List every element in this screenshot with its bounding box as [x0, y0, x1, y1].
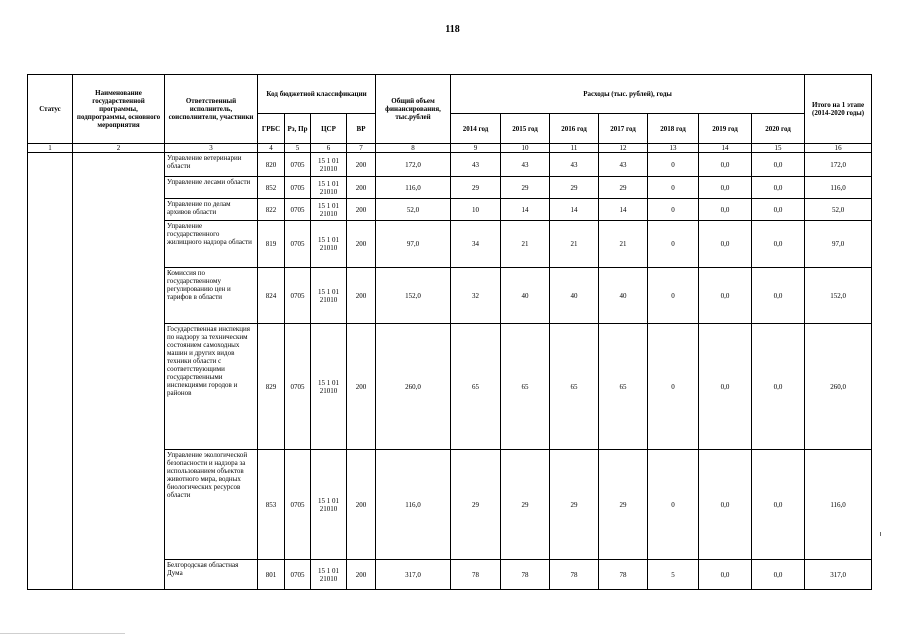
- year-2016-cell: 78: [550, 560, 599, 590]
- year-2019-cell: 0,0: [699, 324, 752, 450]
- year-2015-cell: 65: [501, 324, 550, 450]
- year-2018-cell: 0: [648, 221, 699, 268]
- year-2015-cell: 40: [501, 268, 550, 324]
- column-number: 6: [311, 144, 347, 153]
- vr-cell: 200: [347, 324, 376, 450]
- year-2014-cell: 29: [451, 177, 501, 199]
- year-2016-cell: 29: [550, 177, 599, 199]
- year-2018-cell: 0: [648, 153, 699, 177]
- year-2017-cell: 29: [599, 177, 648, 199]
- header-status: Статус: [28, 75, 73, 144]
- table-row: [28, 153, 872, 177]
- year-2017-cell: 78: [599, 560, 648, 590]
- executor-cell: Комиссия по государственному регулированию цен и тарифов в области: [165, 268, 258, 324]
- csr-cell: [311, 199, 347, 221]
- header-executor: Ответственный исполнитель, соисполнители, участники: [165, 75, 258, 144]
- header-program-name: Наименование государственной программы, подпрограммы, основного мероприятия: [73, 75, 165, 144]
- year-2017-cell: 21: [599, 221, 648, 268]
- csr-code-part: 21010: [319, 504, 338, 513]
- grbs-cell: 801: [258, 560, 285, 590]
- csr-cell: [311, 177, 347, 199]
- header-year-2020: 2020 год: [752, 114, 805, 144]
- csr-code-part: 15 1 01: [318, 156, 339, 165]
- stage-total-cell: 152,0: [805, 268, 872, 324]
- year-2015-cell: 43: [501, 153, 550, 177]
- grbs-cell: 820: [258, 153, 285, 177]
- column-number: 14: [699, 144, 752, 153]
- stage-total-cell: 116,0: [805, 177, 872, 199]
- scan-edge-line: [0, 633, 125, 634]
- rz-pr-cell: 0705: [285, 324, 311, 450]
- header-year-2019: 2019 год: [699, 114, 752, 144]
- csr-code-part: 15 1 01: [318, 496, 339, 505]
- year-2020-cell: 0,0: [752, 560, 805, 590]
- year-2014-cell: 65: [451, 324, 501, 450]
- column-number: 3: [165, 144, 258, 153]
- vr-cell: 200: [347, 153, 376, 177]
- csr-code-part: 15 1 01: [318, 236, 339, 244]
- year-2016-cell: 43: [550, 153, 599, 177]
- status-cell: [28, 153, 73, 590]
- column-number: 16: [805, 144, 872, 153]
- csr-code-part: 15 1 01: [318, 566, 339, 575]
- rz-pr-cell: 0705: [285, 450, 311, 560]
- year-2019-cell: 0,0: [699, 177, 752, 199]
- column-number: 7: [347, 144, 376, 153]
- year-2017-cell: 40: [599, 268, 648, 324]
- csr-cell: [311, 268, 347, 324]
- year-2015-cell: 29: [501, 450, 550, 560]
- year-2018-cell: 0: [648, 324, 699, 450]
- year-2015-cell: 78: [501, 560, 550, 590]
- header-year-2014: 2014 год: [451, 114, 501, 144]
- year-2020-cell: 0,0: [752, 268, 805, 324]
- year-2018-cell: 0: [648, 177, 699, 199]
- column-number: 2: [73, 144, 165, 153]
- column-number: 9: [451, 144, 501, 153]
- total-cell: 317,0: [376, 560, 451, 590]
- year-2016-cell: 14: [550, 199, 599, 221]
- executor-cell: Управление лесами области: [165, 177, 258, 199]
- stage-total-cell: 172,0: [805, 153, 872, 177]
- grbs-cell: 824: [258, 268, 285, 324]
- year-2018-cell: 0: [648, 199, 699, 221]
- vr-cell: 200: [347, 560, 376, 590]
- year-2014-cell: 10: [451, 199, 501, 221]
- csr-cell: [311, 324, 347, 450]
- header-year-2018: 2018 год: [648, 114, 699, 144]
- header-budget-code: Код бюджетной классификации: [258, 75, 376, 114]
- year-2015-cell: 29: [501, 177, 550, 199]
- stage-total-cell: 52,0: [805, 199, 872, 221]
- header-csr: ЦСР: [311, 114, 347, 144]
- year-2016-cell: 40: [550, 268, 599, 324]
- year-2016-cell: 65: [550, 324, 599, 450]
- total-cell: 152,0: [376, 268, 451, 324]
- year-2014-cell: 32: [451, 268, 501, 324]
- stage-total-cell: 116,0: [805, 450, 872, 560]
- csr-cell: [311, 450, 347, 560]
- rz-pr-cell: 0705: [285, 221, 311, 268]
- vr-cell: 200: [347, 268, 376, 324]
- year-2020-cell: 0,0: [752, 450, 805, 560]
- year-2019-cell: 0,0: [699, 199, 752, 221]
- grbs-cell: 852: [258, 177, 285, 199]
- csr-code-part: 15 1 01: [318, 378, 339, 387]
- vr-cell: 200: [347, 177, 376, 199]
- column-number: 12: [599, 144, 648, 153]
- stage-total-cell: 260,0: [805, 324, 872, 450]
- year-2017-cell: 29: [599, 450, 648, 560]
- scan-edge-line: [880, 532, 881, 536]
- total-cell: 172,0: [376, 153, 451, 177]
- total-cell: 116,0: [376, 450, 451, 560]
- total-cell: 97,0: [376, 221, 451, 268]
- header-year-2016: 2016 год: [550, 114, 599, 144]
- program-name-cell: [73, 153, 165, 590]
- year-2015-cell: 21: [501, 221, 550, 268]
- page-number: 118: [445, 24, 460, 35]
- year-2020-cell: 0,0: [752, 177, 805, 199]
- header-vr: ВР: [347, 114, 376, 144]
- header-expenses: Расходы (тыс. рублей), годы: [451, 75, 805, 114]
- year-2018-cell: 5: [648, 560, 699, 590]
- rz-pr-cell: 0705: [285, 560, 311, 590]
- header-year-2015: 2015 год: [501, 114, 550, 144]
- csr-cell: [311, 153, 347, 177]
- rz-pr-cell: 0705: [285, 153, 311, 177]
- column-number: 13: [648, 144, 699, 153]
- header-rz-pr: Рз, Пр: [285, 114, 311, 144]
- grbs-cell: 819: [258, 221, 285, 268]
- total-cell: 52,0: [376, 199, 451, 221]
- stage-total-cell: 317,0: [805, 560, 872, 590]
- year-2014-cell: 29: [451, 450, 501, 560]
- year-2019-cell: 0,0: [699, 560, 752, 590]
- executor-cell: Управление государственного жилищного надзора области: [165, 221, 258, 268]
- year-2020-cell: 0,0: [752, 199, 805, 221]
- rz-pr-cell: 0705: [285, 268, 311, 324]
- executor-cell: Государственная инспекция по надзору за техническим состоянием самоходных машин и других видов техники области с соответствующими государственными инспекциями городов и районов: [165, 324, 258, 450]
- stage-total-cell: 97,0: [805, 221, 872, 268]
- executor-cell: Управление по делам архивов области: [165, 199, 258, 221]
- rz-pr-cell: 0705: [285, 199, 311, 221]
- vr-cell: 200: [347, 450, 376, 560]
- column-number: 5: [285, 144, 311, 153]
- year-2020-cell: 0,0: [752, 324, 805, 450]
- header-grbs: ГРБС: [258, 114, 285, 144]
- column-number: 8: [376, 144, 451, 153]
- year-2019-cell: 0,0: [699, 450, 752, 560]
- csr-code-part: 21010: [319, 187, 338, 196]
- csr-cell: [311, 560, 347, 590]
- column-number: 15: [752, 144, 805, 153]
- year-2014-cell: 78: [451, 560, 501, 590]
- column-number: 11: [550, 144, 599, 153]
- vr-cell: 200: [347, 199, 376, 221]
- header-stage-total: Итого на 1 этапе (2014-2020 годы): [805, 75, 872, 144]
- csr-code-part: 21010: [319, 244, 338, 252]
- csr-code-part: 21010: [319, 574, 338, 583]
- csr-code-part: 21010: [319, 386, 338, 395]
- rz-pr-cell: 0705: [285, 177, 311, 199]
- executor-cell: Управление экологической безопасности и надзора за использованием объектов животного мира, водных биологических ресурсов области: [165, 450, 258, 560]
- csr-code-part: 15 1 01: [318, 287, 339, 296]
- budget-table: [27, 74, 872, 590]
- executor-cell: Белгородская областная Дума: [165, 560, 258, 590]
- grbs-cell: 853: [258, 450, 285, 560]
- csr-code-part: 21010: [319, 295, 338, 304]
- column-number-row: [28, 144, 872, 153]
- csr-code-part: 21010: [319, 209, 338, 218]
- year-2019-cell: 0,0: [699, 153, 752, 177]
- column-number: 1: [28, 144, 73, 153]
- year-2017-cell: 65: [599, 324, 648, 450]
- year-2020-cell: 0,0: [752, 221, 805, 268]
- total-cell: 260,0: [376, 324, 451, 450]
- grbs-cell: 822: [258, 199, 285, 221]
- year-2018-cell: 0: [648, 450, 699, 560]
- year-2016-cell: 21: [550, 221, 599, 268]
- year-2019-cell: 0,0: [699, 221, 752, 268]
- csr-cell: [311, 221, 347, 268]
- year-2020-cell: 0,0: [752, 153, 805, 177]
- header-total-financing: Общий объем финансирования, тыс.рублей: [376, 75, 451, 144]
- executor-cell: Управление ветеринарии области: [165, 153, 258, 177]
- year-2014-cell: 34: [451, 221, 501, 268]
- total-cell: 116,0: [376, 177, 451, 199]
- column-number: 4: [258, 144, 285, 153]
- column-number: 10: [501, 144, 550, 153]
- header-year-2017: 2017 год: [599, 114, 648, 144]
- year-2016-cell: 29: [550, 450, 599, 560]
- csr-code-part: 15 1 01: [318, 201, 339, 210]
- year-2018-cell: 0: [648, 268, 699, 324]
- year-2014-cell: 43: [451, 153, 501, 177]
- grbs-cell: 829: [258, 324, 285, 450]
- year-2019-cell: 0,0: [699, 268, 752, 324]
- year-2017-cell: 43: [599, 153, 648, 177]
- year-2017-cell: 14: [599, 199, 648, 221]
- vr-cell: 200: [347, 221, 376, 268]
- csr-code-part: 21010: [319, 164, 338, 173]
- year-2015-cell: 14: [501, 199, 550, 221]
- csr-code-part: 15 1 01: [318, 179, 339, 188]
